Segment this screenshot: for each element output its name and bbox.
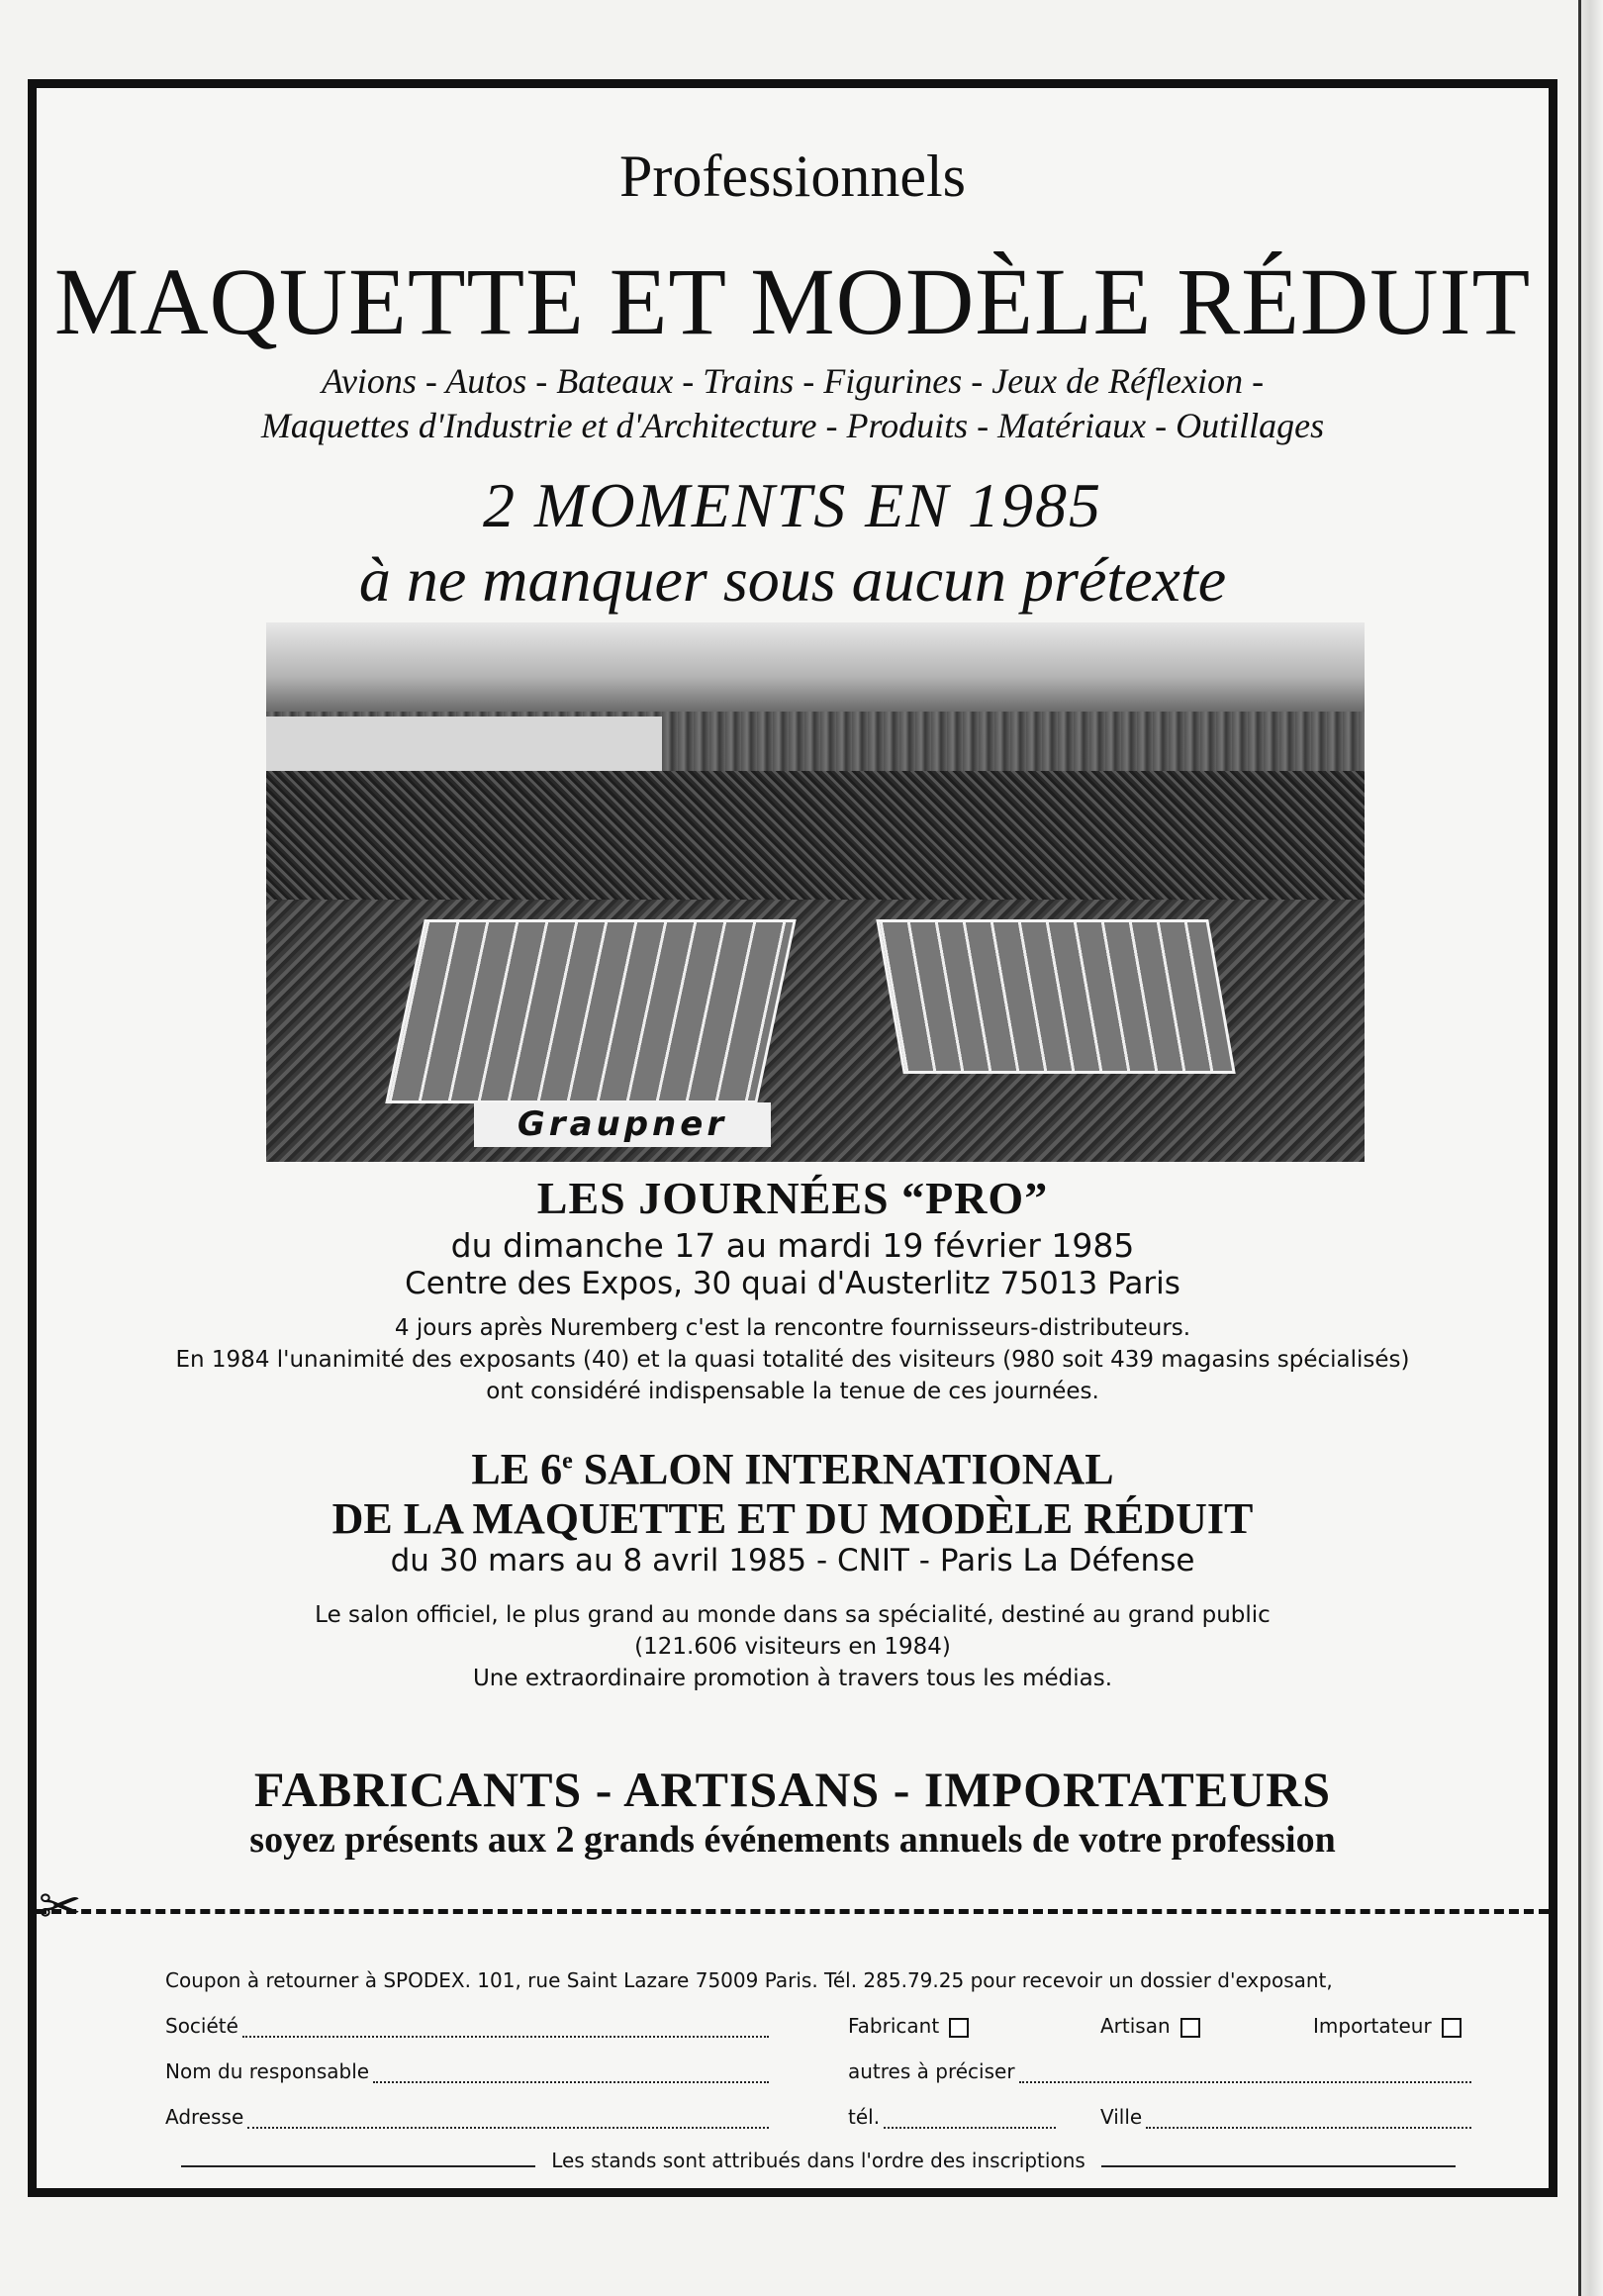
event2-paragraph-2: (121.606 visiteurs en 1984) bbox=[634, 1634, 951, 1660]
societe-field[interactable] bbox=[165, 2014, 769, 2038]
autres-field[interactable] bbox=[848, 2059, 1471, 2083]
fabricant-checkbox[interactable] bbox=[949, 2018, 969, 2038]
autres-label: autres à préciser bbox=[848, 2059, 1015, 2083]
importateur-option bbox=[1313, 2014, 1462, 2038]
importateur-label: Importateur bbox=[1313, 2014, 1432, 2038]
event2-dates: du 30 mars au 8 avril 1985 - CNIT - Paris La Défense bbox=[390, 1543, 1195, 1578]
nom-label: Nom du responsable bbox=[165, 2059, 370, 2083]
call-subline: soyez présents aux 2 grands événements annuels de votre profession bbox=[249, 1819, 1336, 1861]
coupon-intro: Coupon à retourner à SPODEX. 101, rue Saint Lazare 75009 Paris. Tél. 285.79.25 pour recevoir un dossier d'exposant, bbox=[165, 1968, 1333, 1992]
cut-line bbox=[37, 1909, 1549, 1914]
scissors-icon: ✂ bbox=[39, 1877, 82, 1937]
event2-title-post: SALON INTERNATIONAL bbox=[572, 1445, 1114, 1493]
photo-stand-left bbox=[385, 919, 797, 1103]
fabricant-option bbox=[848, 2014, 969, 2038]
moments-heading: 2 MOMENTS EN 1985 bbox=[483, 470, 1102, 540]
coupon-footer bbox=[165, 2149, 1471, 2172]
event2-title-line-1 bbox=[37, 1444, 1549, 1494]
exhibition-hall-photo bbox=[266, 622, 1365, 1162]
kicker: Professionnels bbox=[619, 144, 966, 209]
call-headline: FABRICANTS - ARTISANS - IMPORTATEURS bbox=[253, 1762, 1332, 1817]
event1-title: LES JOURNÉES “PRO” bbox=[536, 1173, 1049, 1223]
event2-paragraph-3: Une extraordinaire promotion à travers tous les médias. bbox=[472, 1666, 1113, 1691]
artisan-label: Artisan bbox=[1100, 2014, 1171, 2038]
event1-place: Centre des Expos, 30 quai d'Austerlitz 75013 Paris bbox=[405, 1266, 1180, 1301]
event1-paragraph-2: En 1984 l'unanimité des exposants (40) et la quasi totalité des visiteurs (980 soit 439 magasins spécialisés) bbox=[175, 1347, 1410, 1373]
event1-dates: du dimanche 17 au mardi 19 février 1985 bbox=[450, 1226, 1135, 1265]
footer-note-text: Les stands sont attribués dans l'ordre des inscriptions bbox=[551, 2149, 1085, 2172]
event2-title-pre: LE 6 bbox=[471, 1445, 563, 1493]
advertisement-frame bbox=[28, 79, 1557, 2197]
photo-roof bbox=[266, 622, 1365, 712]
ville-label: Ville bbox=[1100, 2105, 1143, 2129]
page-edge bbox=[1578, 0, 1603, 2296]
photo-balcony bbox=[266, 717, 662, 777]
photo-stand-right bbox=[876, 919, 1236, 1074]
tel-field[interactable] bbox=[848, 2105, 1056, 2129]
categories-line-2: Maquettes d'Industrie et d'Architecture - Produits - Matériaux - Outillages bbox=[260, 406, 1325, 445]
event1-paragraph-1: 4 jours après Nuremberg c'est la rencontre fournisseurs-distributeurs. bbox=[394, 1315, 1191, 1341]
tel-label: tél. bbox=[848, 2105, 881, 2129]
nom-field[interactable] bbox=[165, 2059, 769, 2083]
adresse-label: Adresse bbox=[165, 2105, 244, 2129]
categories-line-1: Avions - Autos - Bateaux - Trains - Figurines - Jeux de Réflexion - bbox=[321, 361, 1265, 401]
event2-paragraph-1: Le salon officiel, le plus grand au monde dans sa spécialité, destiné au grand public bbox=[315, 1602, 1271, 1628]
page-title: MAQUETTE ET MODÈLE RÉDUIT bbox=[53, 248, 1532, 354]
photo-crowd bbox=[266, 771, 1365, 900]
event2-title-line-2: DE LA MAQUETTE ET DU MODÈLE RÉDUIT bbox=[331, 1494, 1254, 1543]
tagline: à ne manquer sous aucun prétexte bbox=[358, 544, 1227, 615]
event2-title-sup: e bbox=[562, 1448, 573, 1475]
societe-label: Société bbox=[165, 2014, 238, 2038]
artisan-option bbox=[1100, 2014, 1200, 2038]
importateur-checkbox[interactable] bbox=[1442, 2018, 1462, 2038]
fabricant-label: Fabricant bbox=[848, 2014, 940, 2038]
ville-field[interactable] bbox=[1100, 2105, 1471, 2129]
event1-paragraph-3: ont considéré indispensable la tenue de ces journées. bbox=[486, 1379, 1099, 1404]
photo-stand-sign: Graupner bbox=[474, 1102, 771, 1147]
adresse-field[interactable] bbox=[165, 2105, 769, 2129]
artisan-checkbox[interactable] bbox=[1180, 2018, 1200, 2038]
